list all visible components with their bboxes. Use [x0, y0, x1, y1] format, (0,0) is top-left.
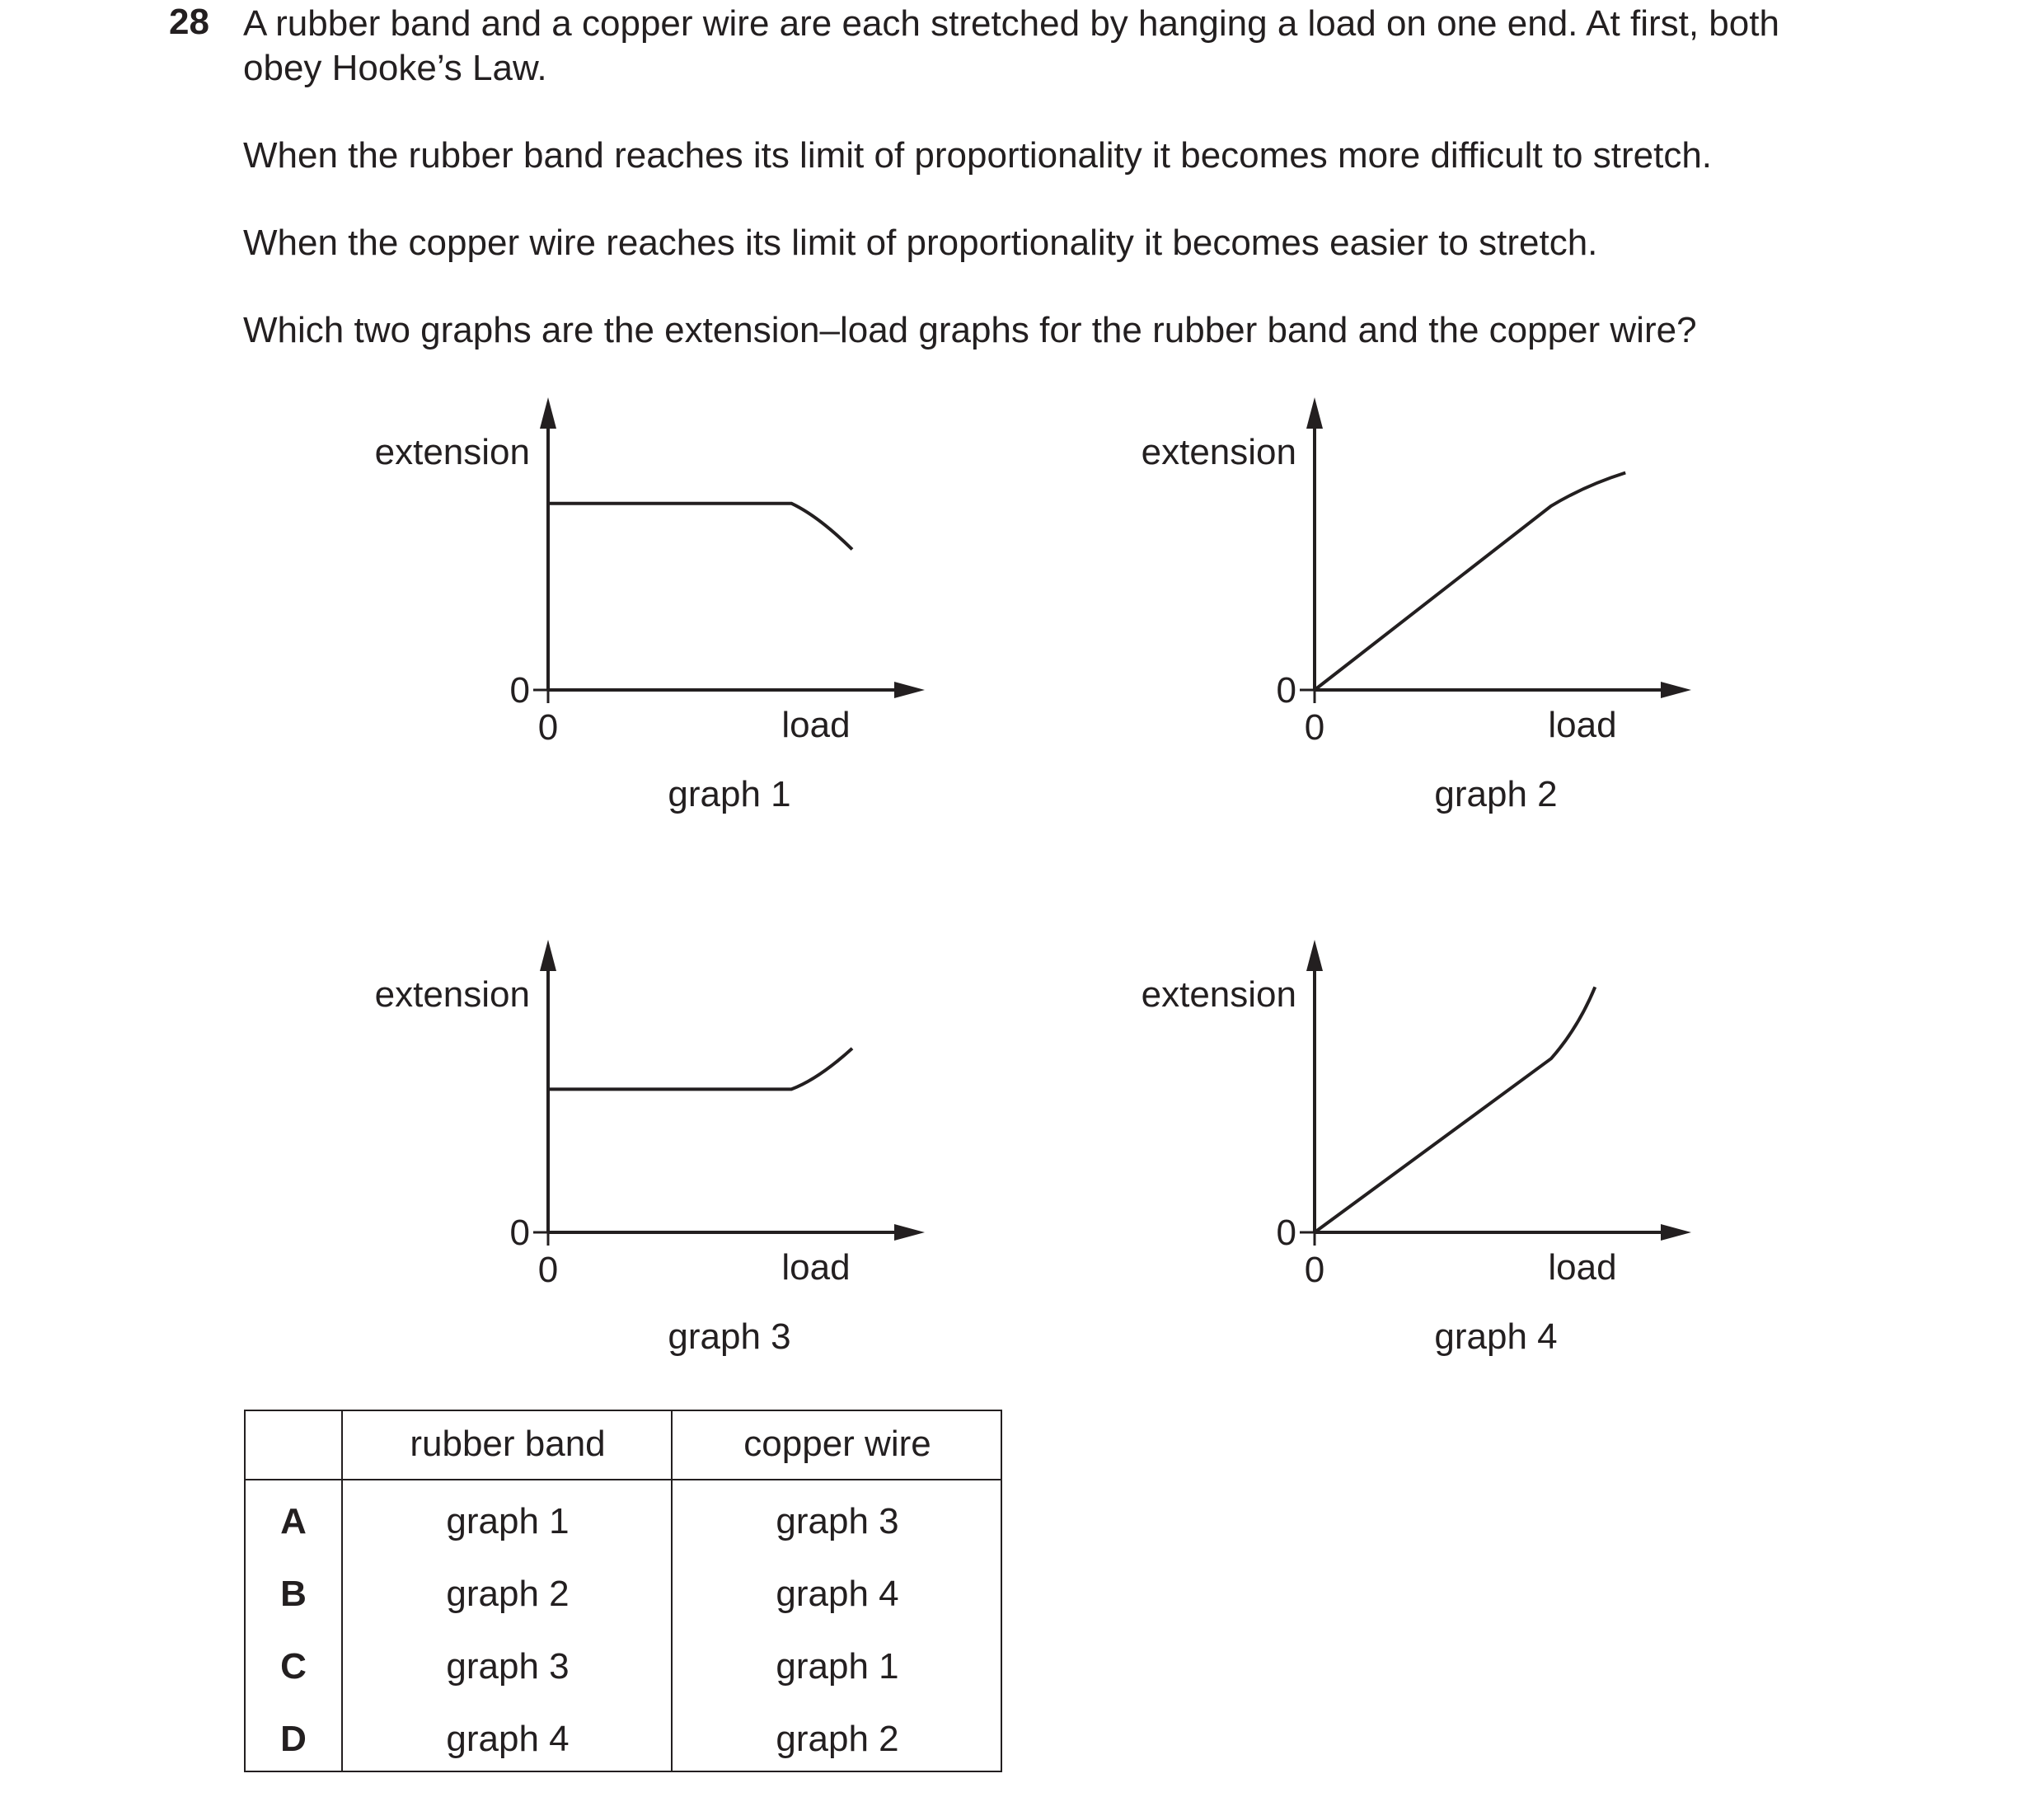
graph-svg — [1121, 930, 1714, 1391]
table-divider — [671, 1410, 673, 1772]
graph-svg — [1121, 387, 1714, 849]
y-axis-label: extension — [1141, 974, 1296, 1015]
option-row-a[interactable] — [244, 1480, 1002, 1558]
option-rubber-graph: graph 4 — [446, 1719, 570, 1759]
graph-title: graph 4 — [1434, 1316, 1558, 1357]
answer-options-table — [244, 1410, 1002, 1776]
option-copper-graph: graph 1 — [776, 1646, 899, 1687]
option-letter: C — [280, 1646, 307, 1687]
option-copper-graph: graph 3 — [776, 1501, 899, 1541]
x-tick-label: 0 — [537, 707, 559, 748]
x-axis-label: load — [1548, 1247, 1617, 1288]
y-axis-label: extension — [1141, 432, 1296, 472]
graph-1 — [354, 387, 948, 849]
y-axis-label: extension — [374, 974, 530, 1015]
question-prompt: Which two graphs are the extension–load graphs for the rubber band and the copper wire? — [243, 310, 1697, 350]
y-axis-arrow — [1306, 940, 1323, 971]
table-header-copper-wire: copper wire — [673, 1410, 1002, 1480]
x-axis-arrow — [894, 682, 925, 698]
option-letter: B — [280, 1574, 307, 1614]
table-header-blank — [244, 1410, 343, 1480]
option-letter: A — [280, 1501, 307, 1541]
x-axis-arrow — [1661, 1224, 1691, 1241]
graph-curve — [1315, 987, 1595, 1232]
graph-curve — [548, 504, 852, 550]
option-rubber-graph: graph 1 — [446, 1501, 570, 1541]
x-axis-label: load — [1548, 705, 1617, 745]
graph-title: graph 1 — [668, 774, 791, 814]
table-divider — [341, 1410, 343, 1772]
y-axis-label: extension — [374, 432, 530, 472]
graph-curve — [1315, 473, 1625, 691]
question-number: 28 — [169, 2, 209, 42]
graph-3 — [354, 930, 948, 1391]
option-copper-graph: graph 2 — [776, 1719, 899, 1759]
graph-svg — [354, 930, 948, 1391]
graph-4 — [1121, 930, 1714, 1391]
table-header-rubber-band: rubber band — [343, 1410, 673, 1480]
y-axis-arrow — [540, 397, 556, 429]
x-tick-label: 0 — [537, 1250, 559, 1290]
x-axis-label: load — [781, 705, 851, 745]
rubber-band-statement: When the rubber band reaches its limit of proportionality it becomes more difficult to stretch. — [243, 135, 1713, 176]
graph-curve — [548, 1049, 852, 1090]
x-tick-label: 0 — [1304, 1250, 1325, 1290]
y-tick-label: 0 — [509, 670, 530, 711]
y-tick-label: 0 — [509, 1213, 530, 1253]
x-axis-arrow — [894, 1224, 925, 1241]
graph-svg — [354, 387, 948, 849]
x-tick-label: 0 — [1304, 707, 1325, 748]
option-rubber-graph: graph 3 — [446, 1646, 570, 1687]
option-row-b[interactable] — [244, 1558, 1002, 1630]
copper-wire-statement: When the copper wire reaches its limit of proportionality it becomes easier to stretch. — [243, 223, 1598, 263]
y-axis-arrow — [1306, 397, 1323, 429]
y-tick-label: 0 — [1276, 1213, 1296, 1253]
option-row-d[interactable] — [244, 1703, 1002, 1776]
y-axis-arrow — [540, 940, 556, 971]
option-row-c[interactable] — [244, 1630, 1002, 1703]
x-axis-arrow — [1661, 682, 1691, 698]
question-stem-line1: A rubber band and a copper wire are each stretched by hanging a load on one end. At first, both — [243, 3, 1779, 44]
option-rubber-graph: graph 2 — [446, 1574, 570, 1614]
graph-title: graph 3 — [668, 1316, 791, 1357]
y-tick-label: 0 — [1276, 670, 1296, 711]
graph-2 — [1121, 387, 1714, 849]
option-letter: D — [280, 1719, 307, 1759]
option-copper-graph: graph 4 — [776, 1574, 899, 1614]
graph-title: graph 2 — [1434, 774, 1558, 814]
question-stem-line2: obey Hooke’s Law. — [243, 48, 547, 88]
x-axis-label: load — [781, 1247, 851, 1288]
